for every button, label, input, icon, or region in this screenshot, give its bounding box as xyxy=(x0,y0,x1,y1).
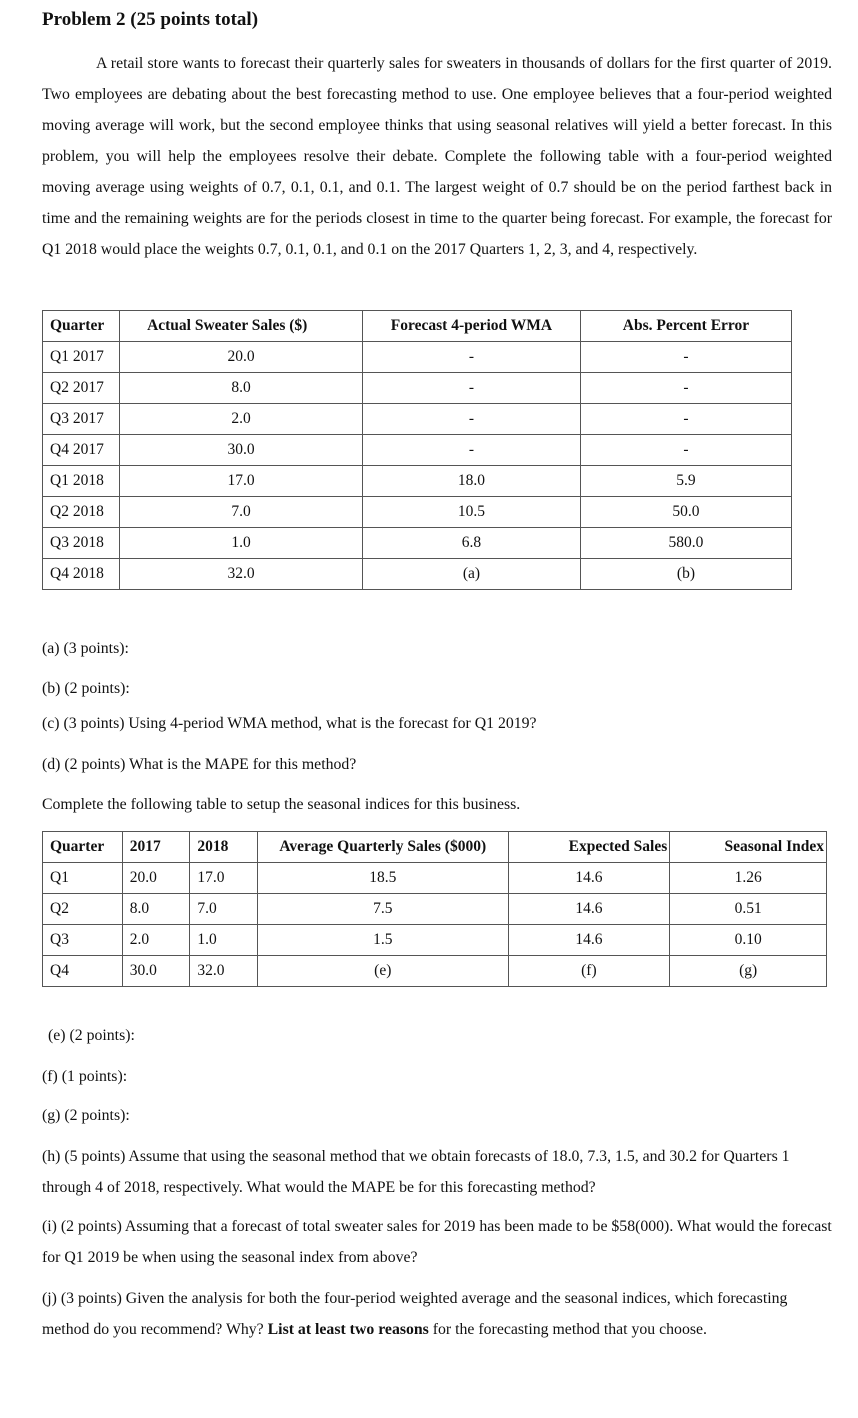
table-cell: Q2 xyxy=(43,894,123,925)
question-j-tail: for the forecasting method that you choose. xyxy=(428,1321,707,1338)
table-cell: 14.6 xyxy=(508,925,670,956)
table-cell: 30.0 xyxy=(120,435,363,466)
table-cell: Q2 2017 xyxy=(43,373,120,404)
table-cell: 20.0 xyxy=(120,342,363,373)
table-cell: 17.0 xyxy=(190,863,258,894)
table-row xyxy=(43,863,827,894)
table-cell: 0.51 xyxy=(670,894,827,925)
table-cell: (a) xyxy=(362,559,580,590)
question-j xyxy=(42,1283,832,1345)
header-2017: 2017 xyxy=(122,832,190,863)
question-c: (c) (3 points) Using 4-period WMA method, what is the forecast for Q1 2019? xyxy=(42,715,537,732)
problem-title: Problem 2 (25 points total) xyxy=(42,9,259,30)
table-cell: Q4 xyxy=(43,956,123,987)
table-row xyxy=(43,466,792,497)
table-row xyxy=(43,925,827,956)
table-cell: 20.0 xyxy=(122,863,190,894)
question-a: (a) (3 points): xyxy=(42,640,129,657)
question-f: (f) (1 points): xyxy=(42,1068,128,1085)
table-cell: 32.0 xyxy=(120,559,363,590)
table-cell: (e) xyxy=(257,956,508,987)
header-expected-sales: Expected Sales xyxy=(508,832,670,863)
header-2018: 2018 xyxy=(190,832,258,863)
table-cell: 2.0 xyxy=(122,925,190,956)
table-cell: (g) xyxy=(670,956,827,987)
table-row xyxy=(43,497,792,528)
table-row xyxy=(43,956,827,987)
table-cell: 7.0 xyxy=(120,497,363,528)
table-cell: 7.0 xyxy=(190,894,258,925)
question-e: (e) (2 points): xyxy=(48,1027,135,1044)
table-cell: Q3 2018 xyxy=(43,528,120,559)
table-cell: - xyxy=(362,404,580,435)
header-actual-sales: Actual Sweater Sales ($) xyxy=(120,311,363,342)
seasonal-table-header xyxy=(43,832,827,863)
header-abs-percent-error: Abs. Percent Error xyxy=(580,311,791,342)
header-forecast-wma: Forecast 4-period WMA xyxy=(362,311,580,342)
question-b: (b) (2 points): xyxy=(42,680,130,697)
table-cell: 8.0 xyxy=(120,373,363,404)
table-cell: 32.0 xyxy=(190,956,258,987)
table-cell: 1.5 xyxy=(257,925,508,956)
table-cell: 1.0 xyxy=(120,528,363,559)
table-cell: 2.0 xyxy=(120,404,363,435)
table-cell: 0.10 xyxy=(670,925,827,956)
question-i: (i) (2 points) Assuming that a forecast of total sweater sales for 2019 has been made to be $58(000). What would the forecast for Q1 2019 be when using the seasonal index from above? xyxy=(42,1218,832,1266)
table-row xyxy=(43,342,792,373)
seasonal-table-body xyxy=(43,863,827,987)
intro-paragraph: A retail store wants to forecast their quarterly sales for sweaters in thousands of dollars for the first quarter of 2019. Two employees are debating about the best forecasting method to use. One employee believes that a four-period weighted moving average will work, but the second employee thinks that using seasonal relatives will yield a better forecast. In this problem, you will help the employees resolve their debate. Complete the following table with a four-period weighted moving average using weights of 0.7, 0.1, 0.1, and 0.1. The largest weight of 0.7 should be on the period farthest back in time and the remaining weights are for the periods closest in time to the quarter being forecast. For example, the forecast for Q1 2018 would place the weights 0.7, 0.1, 0.1, and 0.1 on the 2017 Quarters 1, 2, 3, and 4, respectively. xyxy=(42,55,832,258)
wma-table-header xyxy=(43,311,792,342)
header-seasonal-index: Seasonal Index xyxy=(670,832,827,863)
question-h: (h) (5 points) Assume that using the seasonal method that we obtain forecasts of 18.0, 7.3, 1.5, and 30.2 for Quarters 1 through 4 of 2018, respectively. What would the MAPE be for this forecasting method? xyxy=(42,1148,790,1196)
table-cell: 14.6 xyxy=(508,863,670,894)
table-cell: 7.5 xyxy=(257,894,508,925)
question-j-text: (j) (3 points) Given the analysis for both the four-period weighted average and the seasonal indices, which forecasting method do you recommend? Why? xyxy=(42,1290,788,1338)
header-average-quarterly-sales: Average Quarterly Sales ($000) xyxy=(257,832,508,863)
question-g: (g) (2 points): xyxy=(42,1107,130,1124)
table-cell: 18.5 xyxy=(257,863,508,894)
table-cell: 580.0 xyxy=(580,528,791,559)
table-cell: 18.0 xyxy=(362,466,580,497)
table-cell: - xyxy=(580,435,791,466)
table-cell: 6.8 xyxy=(362,528,580,559)
table-cell: Q3 2017 xyxy=(43,404,120,435)
table-cell: - xyxy=(580,342,791,373)
table-cell: - xyxy=(580,373,791,404)
wma-table-body xyxy=(43,342,792,590)
table-cell: Q1 2017 xyxy=(43,342,120,373)
table-cell: - xyxy=(580,404,791,435)
table-row xyxy=(43,894,827,925)
table-cell: - xyxy=(362,342,580,373)
table-cell: 1.0 xyxy=(190,925,258,956)
table-cell: 30.0 xyxy=(122,956,190,987)
wma-table xyxy=(42,310,792,590)
table-cell: - xyxy=(362,373,580,404)
table-cell: (b) xyxy=(580,559,791,590)
table-cell: (f) xyxy=(508,956,670,987)
seasonal-setup-instruction: Complete the following table to setup the seasonal indices for this business. xyxy=(42,796,521,813)
table-cell: Q2 2018 xyxy=(43,497,120,528)
table-cell: 10.5 xyxy=(362,497,580,528)
header-quarter: Quarter xyxy=(43,311,120,342)
seasonal-table xyxy=(42,831,827,987)
table-cell: Q3 xyxy=(43,925,123,956)
table-row xyxy=(43,559,792,590)
table-cell: 14.6 xyxy=(508,894,670,925)
table-row xyxy=(43,404,792,435)
table-cell: Q4 2017 xyxy=(43,435,120,466)
table-cell: Q4 2018 xyxy=(43,559,120,590)
table-cell: - xyxy=(362,435,580,466)
table-cell: 50.0 xyxy=(580,497,791,528)
question-j-emphasis: List at least two reasons xyxy=(267,1321,429,1338)
table-cell: 17.0 xyxy=(120,466,363,497)
table-cell: 1.26 xyxy=(670,863,827,894)
table-cell: 5.9 xyxy=(580,466,791,497)
table-cell: Q1 2018 xyxy=(43,466,120,497)
table-cell: Q1 xyxy=(43,863,123,894)
header-quarter: Quarter xyxy=(43,832,123,863)
table-cell: 8.0 xyxy=(122,894,190,925)
question-d: (d) (2 points) What is the MAPE for this method? xyxy=(42,756,357,773)
table-row xyxy=(43,528,792,559)
table-row xyxy=(43,373,792,404)
table-row xyxy=(43,435,792,466)
